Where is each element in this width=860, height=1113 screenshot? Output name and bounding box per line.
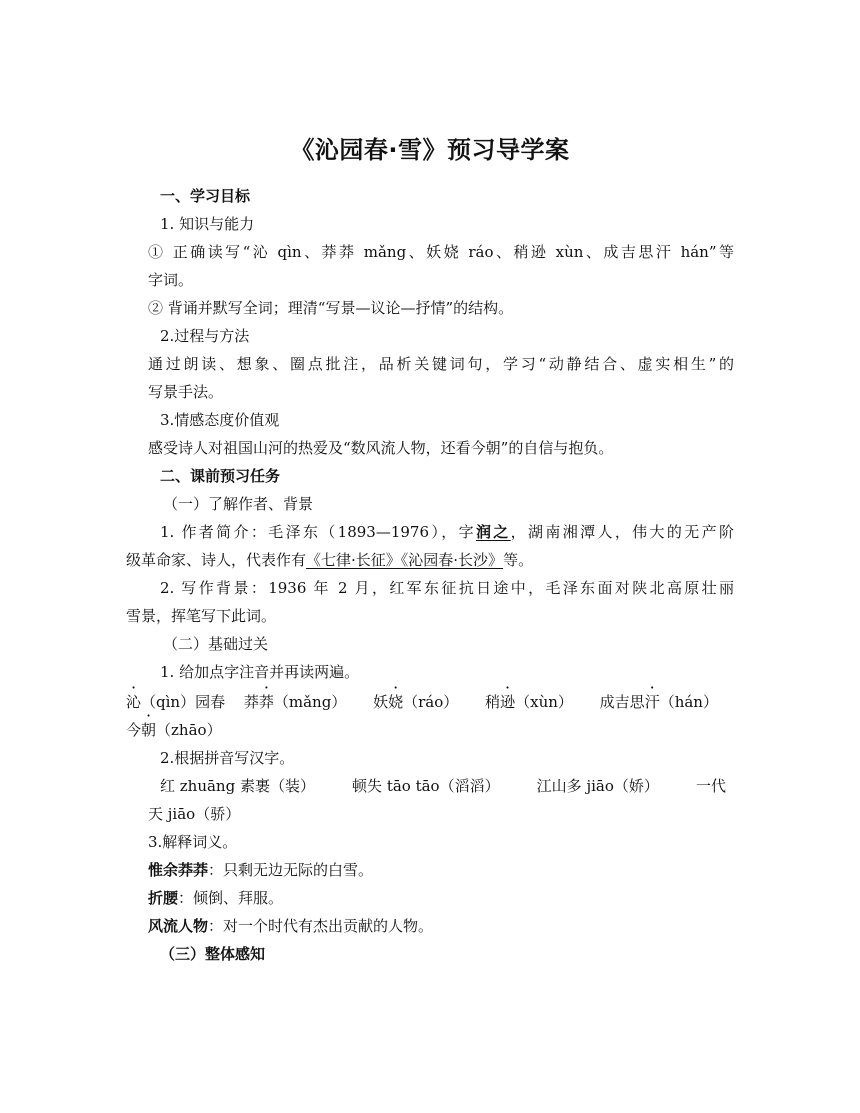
section-heading-tasks: 二、课前预习任务 <box>160 467 281 485</box>
pinyin-item: 沁（qìn）园春 <box>126 693 226 711</box>
section-heading-goals: 一、学习目标 <box>160 187 251 205</box>
part2-heading: （二）基础过关 <box>163 635 269 653</box>
term-definition <box>148 860 373 880</box>
pinyin-item: 成吉思汗（hán） <box>599 693 718 711</box>
part3-heading: （三）整体感知 <box>160 945 266 963</box>
author-works-prefix: 级革命家、诗人，代表作有 <box>126 551 307 569</box>
author-courtesy-name: 润之 <box>475 523 511 541</box>
document-title: 《沁园春·雪》预习导学案 <box>290 136 570 164</box>
pinyin-row <box>126 692 718 712</box>
question-1: 1. 给加点字注音并再读两遍。 <box>160 663 360 681</box>
hanzi-item: 江山多 jiāo（娇） <box>536 777 659 795</box>
subheading-knowledge: 1. 知识与能力 <box>160 215 255 233</box>
hanzi-item: 顿失 tāo tāo（滔滔） <box>352 777 500 795</box>
hanzi-item: 红 zhuāng 素裹（装） <box>160 777 315 795</box>
goal-item-1-cont: 字词。 <box>148 271 194 289</box>
term: 风流人物 <box>148 917 209 935</box>
goal-item-2: ② 背诵并默写全词；理清“写景—议论—抒情”的结构。 <box>148 299 514 317</box>
definition: ：只剩无边无际的白雪。 <box>208 861 374 879</box>
process-text: 通过朗读、想象、圈点批注，品析关键词句，学习“动静结合、虚实相生”的 <box>148 355 734 373</box>
term: 折腰 <box>148 889 179 907</box>
term: 惟余莽莽 <box>148 861 209 879</box>
hanzi-row <box>160 776 726 796</box>
question-2: 2.根据拼音写汉字。 <box>160 749 295 767</box>
pinyin-item: 莽莽（mǎng） <box>243 693 347 711</box>
term-definition <box>148 888 283 908</box>
background-text: 2. 写作背景：1936 年 2 月，红军东征抗日途中，毛泽东面对陕北高原壮丽 <box>160 579 734 597</box>
author-works: 《七律·长征》《沁园春·长沙》 <box>306 551 504 569</box>
definition: ：对一个时代有杰出贡献的人物。 <box>208 917 434 935</box>
subheading-emotion: 3.情感态度价值观 <box>160 411 280 429</box>
author-intro-cont <box>126 550 533 570</box>
emotion-text: 感受诗人对祖国山河的热爱及“数风流人物，还看今朝”的自信与抱负。 <box>148 439 614 457</box>
author-intro-prefix: 1. 作者简介：毛泽东（1893—1976），字 <box>160 523 476 541</box>
part1-heading: （一）了解作者、背景 <box>163 495 314 513</box>
background-text-cont: 雪景，挥笔写下此词。 <box>126 607 277 625</box>
question-3: 3.解释词义。 <box>148 833 238 851</box>
author-works-suffix: 等。 <box>503 551 534 569</box>
pinyin-item: 今朝（zhāo） <box>126 721 222 739</box>
subheading-process: 2.过程与方法 <box>160 327 250 345</box>
definition: ：倾倒、拜服。 <box>178 889 284 907</box>
hanzi-item: 一代 <box>695 777 726 795</box>
author-intro <box>160 522 734 542</box>
process-text-cont: 写景手法。 <box>148 383 224 401</box>
author-intro-suffix: ，湖南湘潭人，伟大的无产阶 <box>510 523 734 541</box>
pinyin-item: 妖娆（ráo） <box>373 693 459 711</box>
term-definition <box>148 916 433 936</box>
hanzi-row-2: 天 jiāo（骄） <box>148 805 241 823</box>
pinyin-row-2 <box>126 720 222 740</box>
pinyin-item: 稍逊（xùn） <box>485 693 573 711</box>
goal-item-1: ① 正确读写“沁 qìn、莽莽 mǎng、妖娆 ráo、稍逊 xùn、成吉思汗 hán”等 <box>148 243 734 261</box>
